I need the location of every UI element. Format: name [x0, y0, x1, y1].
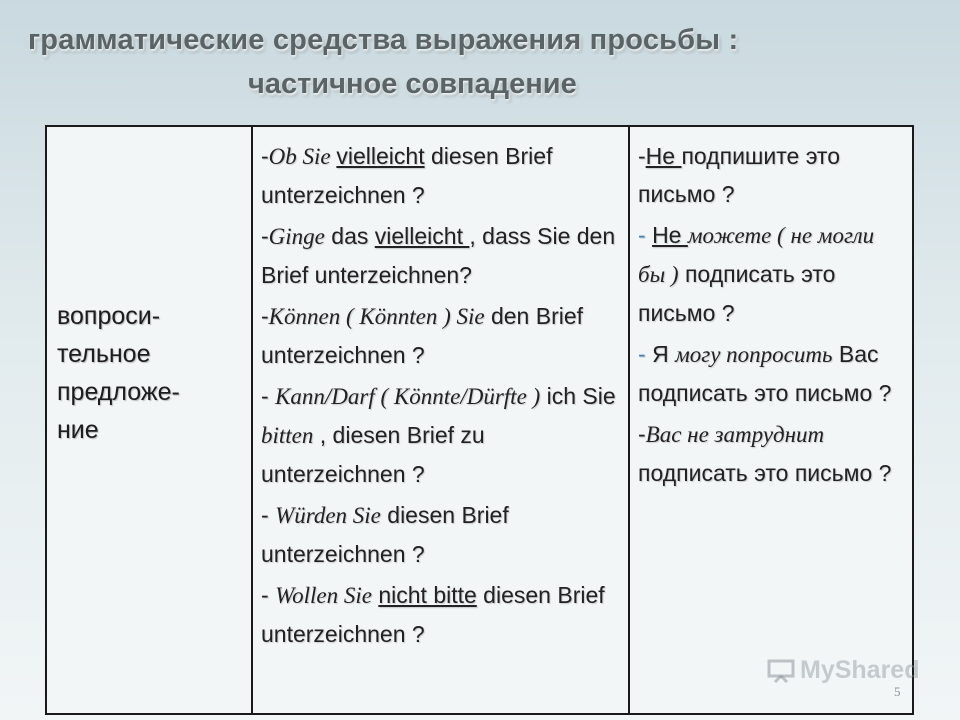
- watermark-logo: [766, 656, 919, 685]
- text-segment: подпишите это письмо ?: [638, 143, 840, 207]
- text-segment: можете ( не могли бы ): [638, 223, 875, 287]
- russian-phrase: [638, 137, 904, 213]
- slide-title-line2: частичное совпадение: [248, 68, 577, 100]
- text-segment: Я: [652, 341, 676, 367]
- text-segment: -: [638, 341, 653, 367]
- text-segment: das: [324, 223, 375, 249]
- table-column-category: [47, 127, 251, 713]
- text-segment: Ob Sie: [268, 144, 337, 169]
- text-segment: nicht bitte: [378, 582, 477, 608]
- german-phrase: [261, 297, 620, 374]
- text-segment: bitten: [261, 423, 314, 448]
- russian-phrase: [638, 216, 904, 332]
- text-segment: den Brief unterzeichnen ?: [261, 303, 584, 368]
- text-segment: Вас не затруднит: [645, 422, 825, 447]
- page-number: 5: [894, 684, 901, 699]
- text-segment: -: [261, 383, 276, 409]
- watermark-text: MyShared: [800, 656, 920, 684]
- german-phrase: [261, 576, 620, 653]
- text-segment: -: [261, 223, 269, 249]
- text-segment: могу попросить: [675, 342, 833, 367]
- text-segment: diesen Brief unterzeichnen ?: [261, 143, 553, 208]
- russian-phrase: [638, 335, 904, 412]
- text-segment: Kann/Darf ( Könnte/Dürfte ): [275, 384, 541, 409]
- text-segment: Вас подписать это письмо ?: [638, 341, 892, 406]
- comparison-table: [45, 125, 914, 715]
- text-segment: vielleicht: [374, 223, 470, 249]
- table-column-german: [251, 127, 628, 713]
- german-phrase: [261, 217, 620, 294]
- text-segment: Würden Sie: [275, 503, 381, 528]
- category-line: ние: [57, 416, 99, 444]
- text-segment: -: [638, 222, 653, 248]
- text-segment: -: [261, 502, 276, 528]
- category-line: вопроси-: [57, 302, 161, 330]
- text-segment: ich Sie: [540, 383, 616, 409]
- text-segment: vielleicht: [336, 143, 425, 169]
- text-segment: diesen Brief unterzeichnen ?: [261, 582, 605, 647]
- text-segment: подписать это письмо ?: [638, 261, 836, 326]
- text-segment: -: [261, 582, 276, 608]
- text-segment: Wollen Sie: [275, 583, 372, 608]
- text-segment: Können ( Könnten ) Sie: [268, 304, 485, 329]
- text-segment: -: [638, 143, 646, 169]
- text-segment: Ginge: [268, 224, 325, 249]
- table-column-russian: [628, 127, 912, 713]
- text-segment: Не: [645, 143, 682, 169]
- category-line: предложе-: [57, 378, 180, 406]
- slide-title-line1: грамматические средства выражения просьбы :: [28, 24, 739, 56]
- russian-phrase: [638, 415, 904, 492]
- category-line: тельное: [57, 340, 151, 368]
- german-phrase: [261, 496, 620, 573]
- text-segment: diesen Brief unterzeichnen ?: [261, 502, 509, 567]
- presentation-icon: [766, 659, 796, 683]
- text-segment: Не: [652, 222, 688, 248]
- text-segment: подписать это письмо ?: [638, 460, 892, 486]
- text-segment: -: [261, 143, 269, 169]
- german-phrase: [261, 137, 620, 214]
- text-segment: , dass Sie den Brief unterzeichnen?: [261, 223, 616, 288]
- text-segment: -: [638, 421, 646, 447]
- text-segment: , diesen Brief zu unterzeichnen ?: [261, 422, 485, 487]
- text-segment: -: [261, 303, 269, 329]
- german-phrase: [261, 377, 620, 493]
